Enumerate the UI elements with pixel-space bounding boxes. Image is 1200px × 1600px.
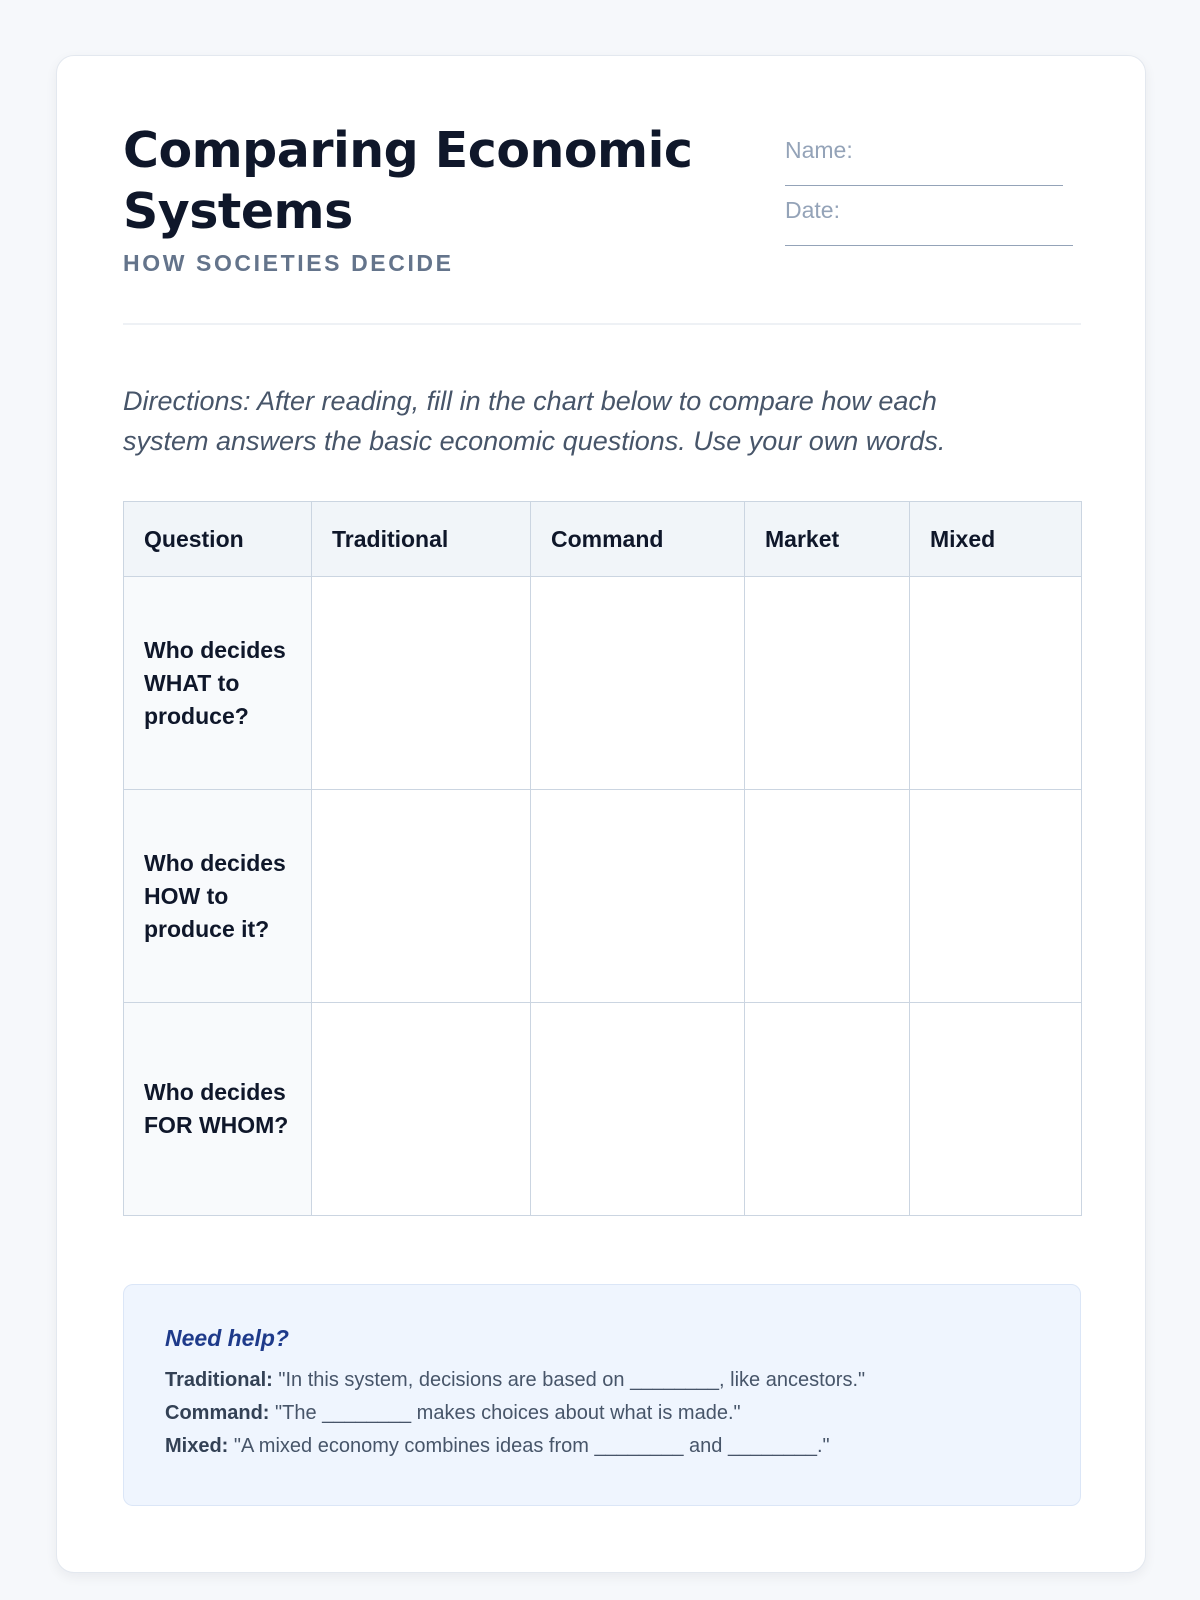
answer-cell-mixed-how[interactable] — [910, 790, 1082, 1003]
hint-mixed — [165, 1430, 1040, 1463]
directions-text: Directions: After reading, fill in the chart below to compare how each system answers the basic economic questions. Use your own words. — [123, 386, 946, 456]
answer-cell-traditional-what[interactable] — [312, 577, 531, 790]
name-label: Name: — [785, 137, 853, 163]
hint-text: "The ________ makes choices about what is made." — [269, 1402, 741, 1424]
hint-term: Mixed: — [165, 1435, 229, 1457]
question-how: Who decides HOW to produce it? — [124, 790, 312, 1003]
answer-cell-market-what[interactable] — [745, 577, 910, 790]
worksheet-card — [56, 55, 1146, 1573]
header-command: Command — [531, 502, 745, 577]
answer-cell-command-what[interactable] — [531, 577, 745, 790]
comparison-chart — [123, 501, 1082, 1216]
help-title: Need help? — [165, 1325, 289, 1351]
answer-cell-traditional-for-whom[interactable] — [312, 1003, 531, 1216]
hint-text: "In this system, decisions are based on ________, like ancestors." — [272, 1369, 866, 1391]
header-market: Market — [745, 502, 910, 577]
hint-command — [165, 1397, 1040, 1430]
header-traditional: Traditional — [312, 502, 531, 577]
date-label: Date: — [785, 197, 840, 223]
answer-cell-command-for-whom[interactable] — [531, 1003, 745, 1216]
header-divider — [123, 323, 1081, 325]
table-row — [124, 1003, 1082, 1216]
answer-cell-market-how[interactable] — [745, 790, 910, 1003]
answer-cell-command-how[interactable] — [531, 790, 745, 1003]
answer-cell-traditional-how[interactable] — [312, 790, 531, 1003]
name-field[interactable] — [785, 164, 1063, 186]
hint-term: Command: — [165, 1402, 270, 1424]
page-subtitle: HOW SOCIETIES DECIDE — [123, 250, 454, 276]
question-for-whom: Who decides FOR WHOM? — [124, 1003, 312, 1216]
question-what: Who decides WHAT to produce? — [124, 577, 312, 790]
page-title: Comparing Economic Systems — [123, 122, 693, 240]
hint-traditional — [165, 1364, 1040, 1397]
help-box — [123, 1284, 1081, 1506]
header-mixed: Mixed — [910, 502, 1082, 577]
answer-cell-market-for-whom[interactable] — [745, 1003, 910, 1216]
table-row — [124, 790, 1082, 1003]
answer-cell-mixed-for-whom[interactable] — [910, 1003, 1082, 1216]
hint-text: "A mixed economy combines ideas from ________ and ________." — [228, 1435, 830, 1457]
answer-cell-mixed-what[interactable] — [910, 577, 1082, 790]
date-field[interactable] — [785, 224, 1073, 246]
header-question: Question — [124, 502, 312, 577]
chart-header-row — [124, 502, 1082, 577]
student-fields — [785, 136, 1085, 256]
hint-term: Traditional: — [165, 1369, 273, 1391]
table-row — [124, 577, 1082, 790]
